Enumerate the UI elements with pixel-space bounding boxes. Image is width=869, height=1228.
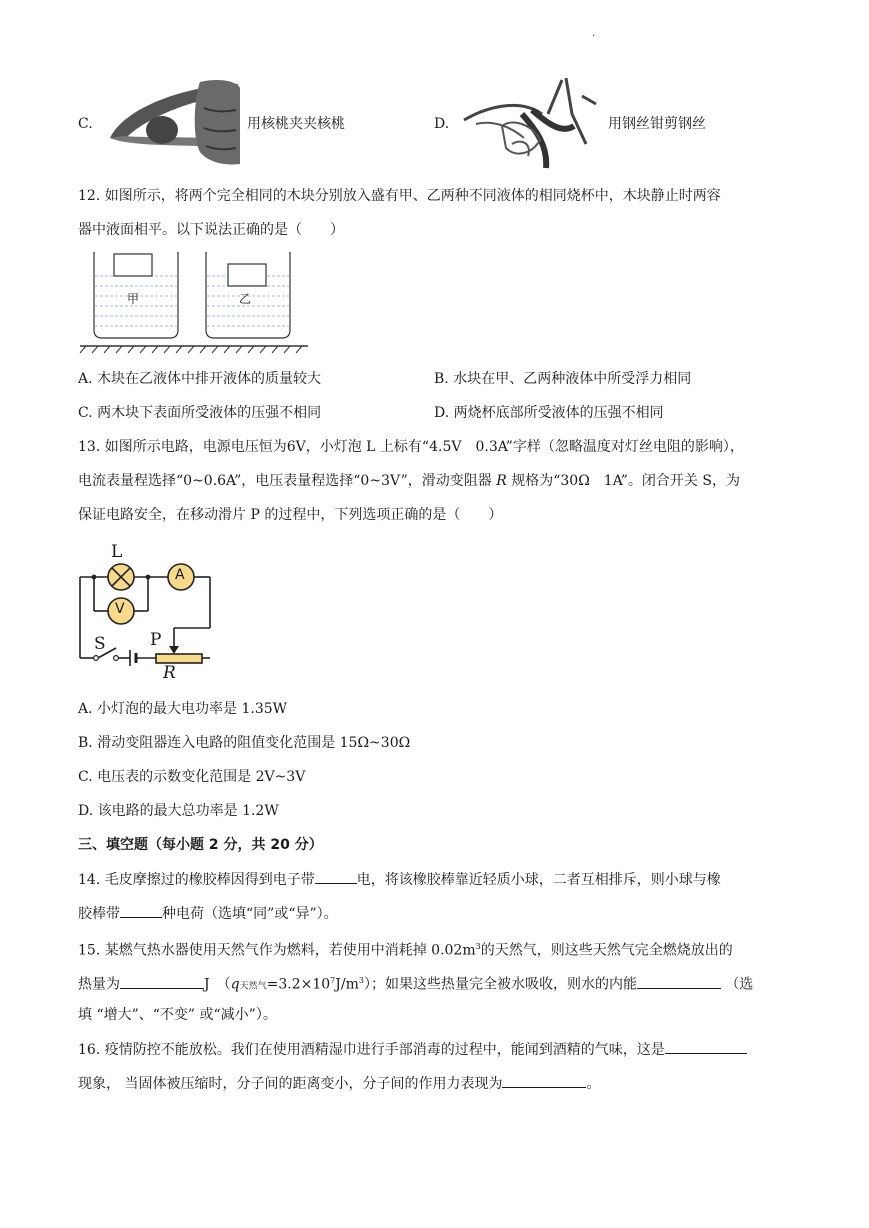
q12-option-a: A. 木块在乙液体中排开液体的质量较大 xyxy=(78,371,322,387)
q12-option-d: D. 两烧杯底部所受液体的压强不相同 xyxy=(434,405,664,421)
q13-text-line2: 电流表量程选择“0~0.6A”，电压表量程选择“0~3V”，滑动变阻器 R 规格为“30Ω 1A”。闭合开关 S，为 xyxy=(78,473,740,489)
q15-text-line1: 15. 某燃气热水器使用天然气作为燃料，若使用中消耗掉 $0.02m^3$的天然气，则这些天然气完全燃烧放出的 xyxy=(78,942,733,959)
pliers-image xyxy=(462,74,602,174)
beaker-right-label: 乙 xyxy=(239,292,252,306)
q13-option-b: B. 滑动变阻器连入电路的阻值变化范围是 15Ω~30Ω xyxy=(78,735,411,751)
header-mark: . xyxy=(592,28,596,39)
q14-blank-1[interactable] xyxy=(315,869,357,884)
q15-blank-2[interactable] xyxy=(637,974,721,989)
q13-text-line1: 13. 如图所示电路，电源电压恒为6V，小灯泡 L 上标有“4.5V 0.3A”字样（忽略温度对灯丝电阻的影响）， xyxy=(78,439,744,455)
q13-option-a: A. 小灯泡的最大电功率是 1.35W xyxy=(78,701,288,717)
q12-text-line2: 器中液面相平。以下说法正确的是（ ） xyxy=(78,222,344,238)
beaker-left-label: 甲 xyxy=(127,292,140,306)
option-c-caption: 用核桃夹夹核桃 xyxy=(247,116,345,132)
q14-text-line1: 14. 毛皮摩擦过的橡胶棒因得到电子带 电，将该橡胶棒靠近轻质小球，二者互相排斥，则小球与橡 xyxy=(78,869,721,890)
q16-blank-1[interactable] xyxy=(665,1039,747,1054)
option-d-caption: 用钢丝钳剪钢丝 xyxy=(608,116,706,132)
q15-text-line3: 填 “增大”、“不变” 或“减小”）。 xyxy=(78,1007,277,1023)
nutcracker-image xyxy=(104,78,242,168)
voltmeter-label: V xyxy=(115,601,125,617)
q14-text-line2: 胶棒带 种电荷（选填“同”或“异”）。 xyxy=(78,903,338,924)
q13-text-line3: 保证电路安全，在移动滑片 P 的过程中，下列选项正确的是（ ） xyxy=(78,507,503,523)
circuit-diagram xyxy=(78,540,218,680)
option-c-label: C. xyxy=(78,116,93,132)
q14-blank-2[interactable] xyxy=(120,903,162,918)
q13-option-c: C. 电压表的示数变化范围是 2V~3V xyxy=(78,769,306,785)
q12-option-b: B. 水块在甲、乙两种液体中所受浮力相同 xyxy=(434,371,692,387)
beakers-figure xyxy=(80,250,310,354)
section-heading: 三、填空题（每小题 2 分，共 20 分） xyxy=(78,837,323,853)
q16-text-line1: 16. 疫情防控不能放松。我们在使用酒精湿巾进行手部消毒的过程中，能闻到酒精的气味，这是 xyxy=(78,1039,747,1060)
q15-blank-1[interactable] xyxy=(120,974,204,989)
slider-label: P xyxy=(150,630,162,650)
switch-label: S xyxy=(94,634,106,654)
q16-text-line2: 现象， 当固体被压缩时，分子间的距离变小，分子间的作用力表现为 。 xyxy=(78,1073,600,1094)
ammeter-label: A xyxy=(175,567,185,583)
q13-option-d: D. 该电路的最大总功率是 1.2W xyxy=(78,803,279,819)
lamp-label: L xyxy=(111,542,123,562)
q15-text-line2: 热量为 J （q天然气$=3.2\times 10^7J/m^3$）；如果这些热量完全被水吸收，则水的内能 （选 xyxy=(78,971,753,997)
q16-blank-2[interactable] xyxy=(502,1073,586,1088)
option-d-label: D. xyxy=(434,116,450,132)
q12-option-c: C. 两木块下表面所受液体的压强不相同 xyxy=(78,405,322,421)
rheostat-label: R xyxy=(163,663,176,683)
q12-text-line1: 12. 如图所示，将两个完全相同的木块分别放入盛有甲、乙两种不同液体的相同烧杯中，木块静止时两容 xyxy=(78,188,721,204)
